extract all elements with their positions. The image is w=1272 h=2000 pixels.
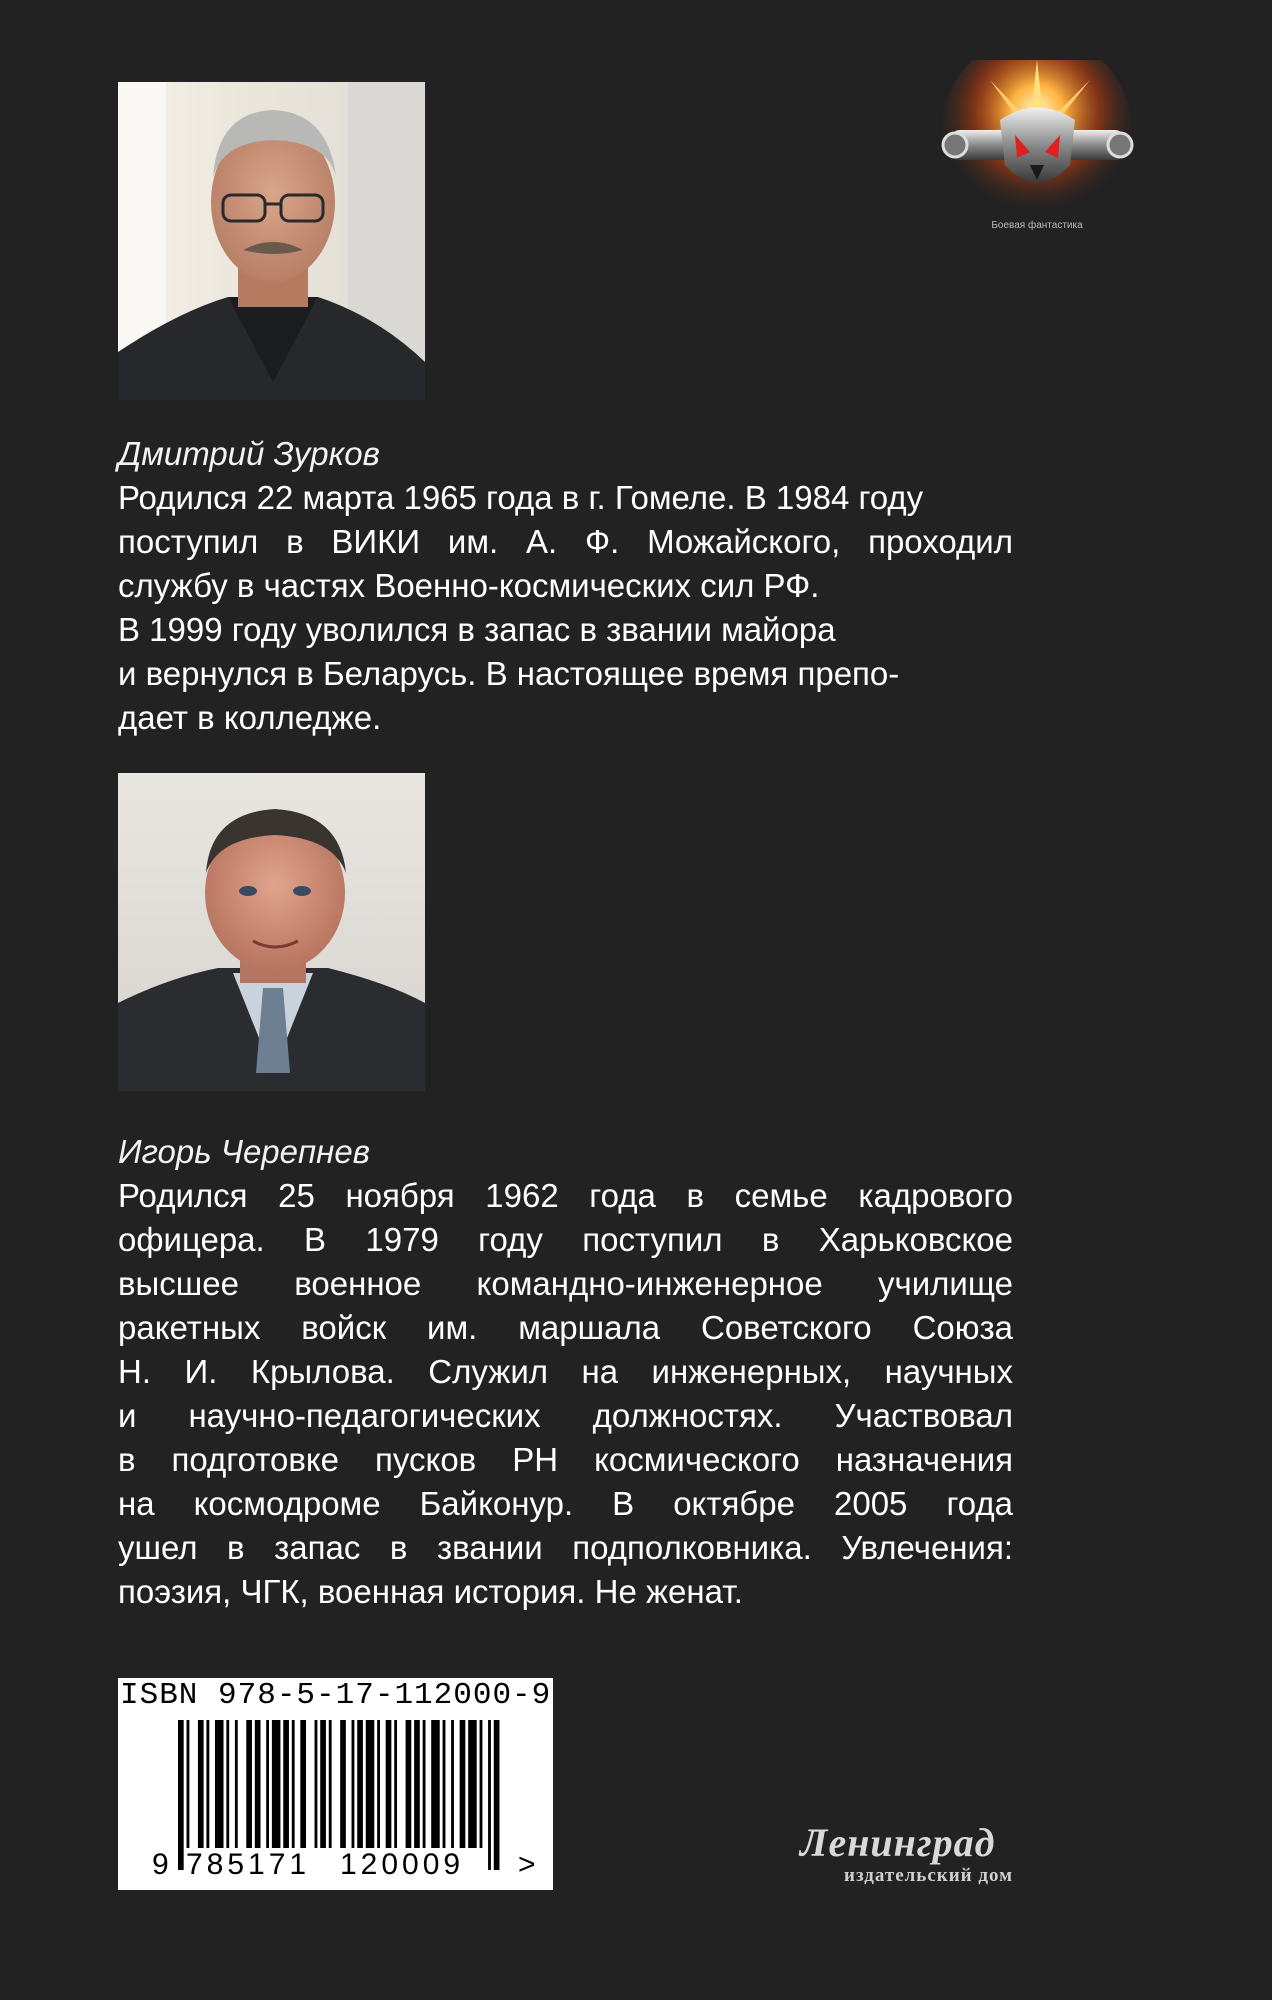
bio-line: ракетных войск им. маршала Советского Союза bbox=[118, 1309, 1013, 1346]
bio-line: Родился 22 марта 1965 года в г. Гомеле. В 1984 году bbox=[118, 479, 924, 516]
ean-lead-digit: 9 bbox=[152, 1848, 169, 1881]
bio-line: офицера. В 1979 году поступил в Харьковское bbox=[118, 1221, 1013, 1258]
series-emblem bbox=[930, 60, 1145, 240]
bio-line: и вернулся в Беларусь. В настоящее время препо- bbox=[118, 655, 900, 692]
ean-right-group: 120009 bbox=[340, 1848, 465, 1881]
ean-quiet-zone-mark: > bbox=[518, 1848, 536, 1881]
bio-line: ушел в запас в звании подполковника. Увлечения: bbox=[118, 1529, 1013, 1566]
bio-line: службу в частях Военно-космических сил РФ. bbox=[118, 567, 820, 604]
bio-line: на космодроме Байконур. В октябре 2005 года bbox=[118, 1485, 1013, 1522]
bio-line: поступил в ВИКИ им. А. Ф. Можайского, проходил bbox=[118, 523, 1013, 560]
portrait-image bbox=[118, 82, 425, 400]
bio-line: дает в колледже. bbox=[118, 699, 382, 736]
bio-line: Родился 25 ноября 1962 года в семье кадрового bbox=[118, 1177, 1013, 1214]
bio-line: В 1999 году уволился в запас в звании майора bbox=[118, 611, 836, 648]
emblem-caption: Боевая фантастика bbox=[991, 220, 1083, 231]
author-photo-zurkov bbox=[118, 82, 425, 400]
series-logo-icon bbox=[930, 60, 1145, 240]
isbn-barcode bbox=[118, 1678, 553, 1890]
ean-left-group: 785171 bbox=[186, 1848, 311, 1881]
publisher-name: Ленинград bbox=[800, 1820, 996, 1865]
author-photo-cherepnev bbox=[118, 773, 425, 1091]
publisher-logo bbox=[800, 1820, 1120, 1900]
bio-line: в подготовке пусков РН космического назначения bbox=[118, 1441, 1013, 1478]
bio-line: высшее военное командно-инженерное училище bbox=[118, 1265, 1013, 1302]
author-name: Дмитрий Зурков bbox=[118, 435, 380, 472]
bio-line: поэзия, ЧГК, военная история. Не женат. bbox=[118, 1573, 743, 1610]
author-block-cherepnev bbox=[118, 1130, 1013, 1614]
bio-line: и научно-педагогических должностях. Участвовал bbox=[118, 1397, 1013, 1434]
portrait-image bbox=[118, 773, 425, 1091]
bio-line: Н. И. Крылова. Служил на инженерных, научных bbox=[118, 1353, 1013, 1390]
isbn-number: ISBN 978-5-17-112000-9 bbox=[120, 1678, 552, 1713]
author-block-zurkov bbox=[118, 432, 1013, 740]
author-name: Игорь Черепнев bbox=[118, 1133, 370, 1170]
publisher-subtitle: издательский дом bbox=[844, 1865, 1014, 1886]
